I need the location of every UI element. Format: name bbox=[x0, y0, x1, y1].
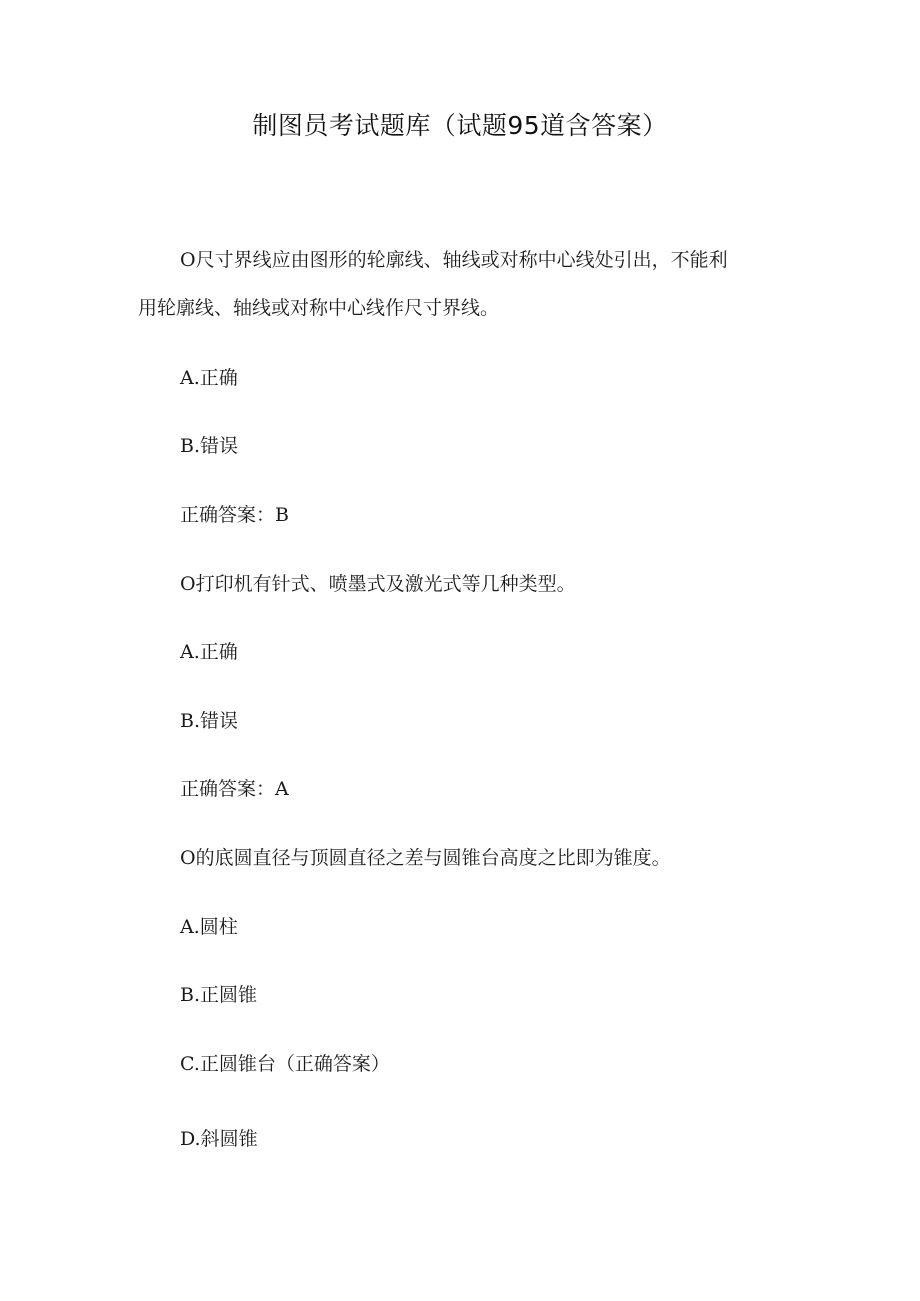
document-title: 制图员考试题库（试题95道含答案） bbox=[252, 111, 668, 140]
question-2-answer: 正确答案：A bbox=[180, 778, 289, 800]
question-2-option-a: A.正确 bbox=[180, 641, 238, 663]
question-3-option-a: A.圆柱 bbox=[180, 916, 238, 938]
question-3-option-b: B.正圆锥 bbox=[180, 984, 258, 1006]
question-1-option-a: A.正确 bbox=[180, 367, 238, 389]
question-1-stem-line-2: 用轮廓线、轴线或对称中心线作尺寸界线。 bbox=[138, 297, 500, 319]
question-1-option-b: B.错误 bbox=[180, 435, 239, 457]
question-3-stem-line-1: O的底圆直径与顶圆直径之差与圆锥台高度之比即为锥度。 bbox=[180, 847, 671, 869]
question-1-stem-line-1: O尺寸界线应由图形的轮廓线、轴线或对称中心线处引出，不能利 bbox=[180, 249, 728, 271]
question-3-option-c: C.正圆锥台（正确答案） bbox=[180, 1053, 390, 1075]
question-3-option-d: D.斜圆锥 bbox=[180, 1128, 258, 1150]
question-2-stem-line-1: O打印机有针式、喷墨式及激光式等几种类型。 bbox=[180, 573, 576, 595]
question-2-option-b: B.错误 bbox=[180, 710, 239, 732]
question-1-answer: 正确答案：B bbox=[180, 504, 289, 526]
